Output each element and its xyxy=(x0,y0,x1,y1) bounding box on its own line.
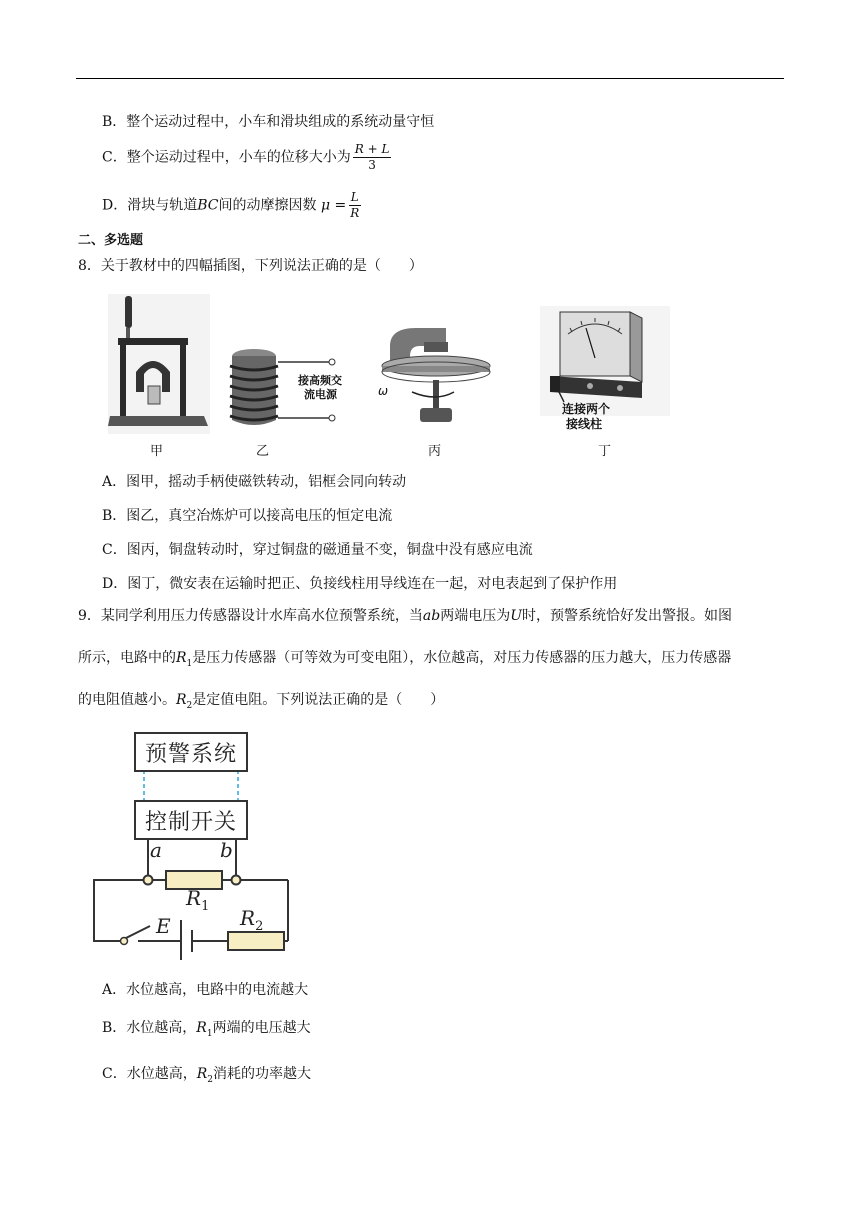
figure-label-bing: 丙 xyxy=(428,444,442,459)
warning-system-box: 预警系统 xyxy=(134,732,248,772)
q7-option-d: D．滑块与轨道BC间的动摩擦因数 μ = $\frac{L}{R}$ xyxy=(102,190,360,220)
figure-bing-omega: ω xyxy=(378,384,389,398)
figure-bing xyxy=(380,326,492,434)
control-switch-box: 控制开关 xyxy=(134,800,248,840)
q8-stem: 8．关于教材中的四幅插图，下列说法正确的是（ ） xyxy=(78,258,423,274)
figure-ding-note: 连接两个 接线柱 xyxy=(562,402,611,431)
q9-stem-line-2: 所示，电路中的$R_1$是压力传感器（可等效为可变电阻），水位越高，对压力传感器的压力越大，压力传感器 xyxy=(78,650,732,669)
q9-option-b: B．水位越高，$R_1$两端的电压越大 xyxy=(102,1020,311,1039)
q9-option-c: C．水位越高，$R_2$消耗的功率越大 xyxy=(102,1066,311,1085)
q7-option-b: B．整个运动过程中，小车和滑块组成的系统动量守恒 xyxy=(102,114,435,130)
figure-ding xyxy=(540,306,670,416)
r2-label: $R_2$ xyxy=(240,906,264,934)
q7-option-c: C．整个运动过程中，小车的位移大小为 $\frac{R + L}{3}$ xyxy=(102,142,390,172)
q9-stem-line-1: 9．某同学利用压力传感器设计水库高水位预警系统，当ab两端电压为U时，预警系统恰好发出警报。如图 xyxy=(78,608,733,624)
header-rule xyxy=(76,78,784,79)
q9-stem-line-3: 的电阻值越小。$R_2$是定值电阻。下列说法正确的是（ ） xyxy=(78,692,445,711)
r1-label: $R_1$ xyxy=(186,886,210,914)
figure-jia xyxy=(108,294,210,434)
q9-option-a: A．水位越高，电路中的电流越大 xyxy=(102,982,309,998)
q8-option-b: B．图乙，真空冶炼炉可以接高电压的恒定电流 xyxy=(102,508,393,524)
terminal-a-label: a xyxy=(150,838,162,862)
q8-option-d: D．图丁，微安表在运输时把正、负接线柱用导线连在一起，对电表起到了保护作用 xyxy=(102,576,618,592)
figure-label-jia: 甲 xyxy=(150,444,164,459)
q7-option-c-fraction: $\frac{R + L}{3}$ xyxy=(354,142,390,172)
q7-option-d-fraction: $\frac{L}{R}$ xyxy=(350,190,360,220)
figure-label-yi: 乙 xyxy=(256,444,270,459)
terminal-b-label: b xyxy=(220,838,233,862)
q8-option-c: C．图丙，铜盘转动时，穿过铜盘的磁通量不变，铜盘中没有感应电流 xyxy=(102,542,533,558)
figure-yi-note: 接高频交 流电源 xyxy=(298,374,342,401)
section-title: 二、多选题 xyxy=(78,233,144,248)
figure-label-ding: 丁 xyxy=(598,444,612,459)
emf-label: E xyxy=(156,914,171,938)
q8-option-a: A．图甲，摇动手柄使磁铁转动，铝框会同向转动 xyxy=(102,474,407,490)
